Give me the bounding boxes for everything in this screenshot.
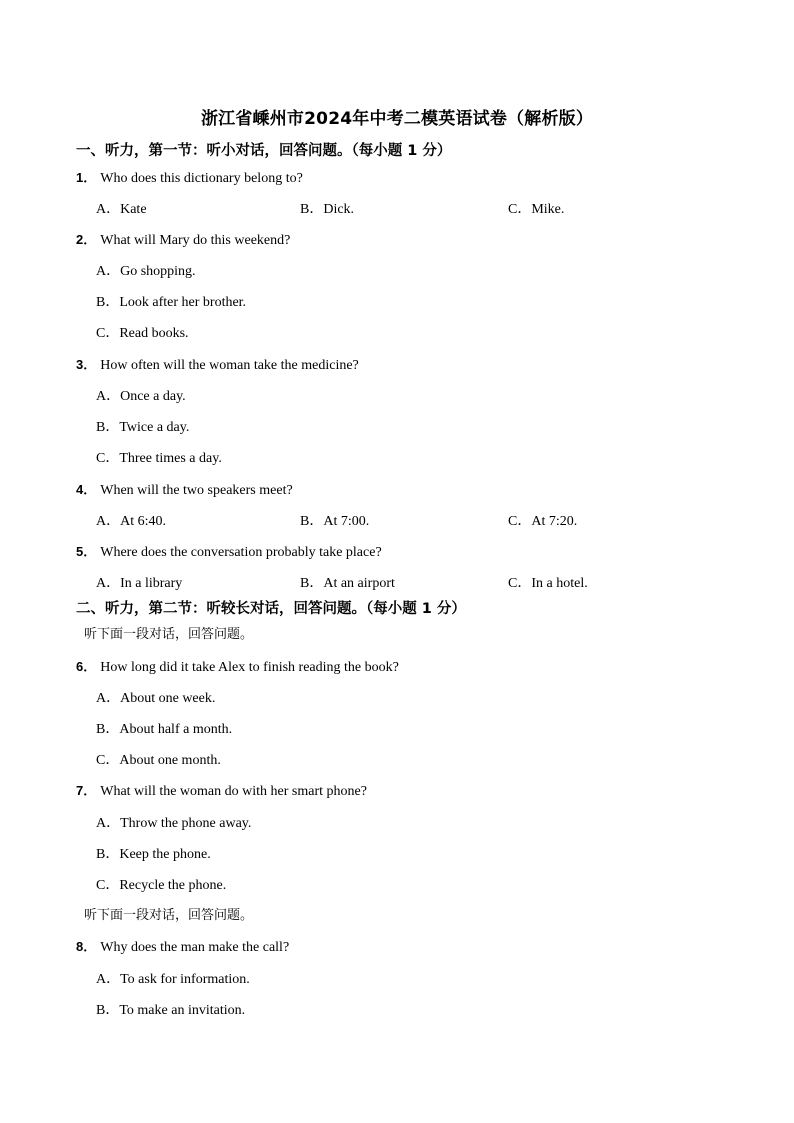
question-text: Why does the man make the call? <box>100 940 290 955</box>
option-b: B．To make an invitation. <box>96 1003 246 1018</box>
question-text: What will Mary do this weekend? <box>100 233 291 248</box>
option-a: A．Throw the phone away. <box>96 816 252 831</box>
option-c: C．About one month. <box>96 753 221 768</box>
option-c: C．Read books. <box>96 326 189 341</box>
question-number: 8． <box>76 939 97 954</box>
question-number: 4． <box>76 482 97 497</box>
question-number: 6． <box>76 659 97 674</box>
option-c: C．Recycle the phone. <box>96 878 227 893</box>
option-a: A．About one week. <box>96 691 216 706</box>
option-c: C．Mike. <box>508 202 565 217</box>
question-2 <box>76 229 290 249</box>
option-a: A．Once a day. <box>96 389 186 404</box>
question-number: 2． <box>76 232 97 247</box>
question-text: Where does the conversation probably take place? <box>100 545 382 560</box>
question-7 <box>76 780 367 800</box>
option-c: C．Three times a day. <box>96 451 222 466</box>
option-b: B．Dick. <box>300 202 355 217</box>
option-b: B．About half a month. <box>96 722 233 737</box>
option-b: B．At 7:00. <box>300 514 370 529</box>
question-1 <box>76 167 303 187</box>
question-6 <box>76 656 399 676</box>
question-text: What will the woman do with her smart phone? <box>100 784 367 799</box>
question-4 <box>76 479 293 499</box>
option-a: A．Kate <box>96 202 147 217</box>
question-text: Who does this dictionary belong to? <box>100 171 303 186</box>
option-a: A．Go shopping. <box>96 264 196 279</box>
question-5 <box>76 541 382 561</box>
question-number: 7． <box>76 783 97 798</box>
question-text: How long did it take Alex to finish reading the book? <box>100 660 399 675</box>
question-3 <box>76 354 359 374</box>
option-c: C．At 7:20. <box>508 514 578 529</box>
option-b: B．Look after her brother. <box>96 295 247 310</box>
option-b: B．At an airport <box>300 576 395 591</box>
question-number: 1． <box>76 170 97 185</box>
instruction: 听下面一段对话，回答问题。 <box>84 627 254 642</box>
option-a: A．To ask for information. <box>96 972 250 987</box>
question-text: How often will the woman take the medicine? <box>100 358 359 373</box>
section-heading-2: 二、听力，第二节：听较长对话，回答问题。（每小题 1 分） <box>76 601 466 617</box>
question-number: 3． <box>76 357 97 372</box>
instruction: 听下面一段对话，回答问题。 <box>84 908 254 923</box>
option-a: A．At 6:40. <box>96 514 166 529</box>
question-number: 5． <box>76 544 97 559</box>
section-heading-1: 一、听力，第一节：听小对话，回答问题。（每小题 1 分） <box>76 143 452 159</box>
option-c: C．In a hotel. <box>508 576 588 591</box>
option-b: B．Twice a day. <box>96 420 190 435</box>
question-8 <box>76 936 289 956</box>
page-title: 浙江省嵊州市2024年中考二模英语试卷（解析版） <box>200 109 594 129</box>
option-a: A．In a library <box>96 576 183 591</box>
option-b: B．Keep the phone. <box>96 847 211 862</box>
question-text: When will the two speakers meet? <box>100 483 293 498</box>
